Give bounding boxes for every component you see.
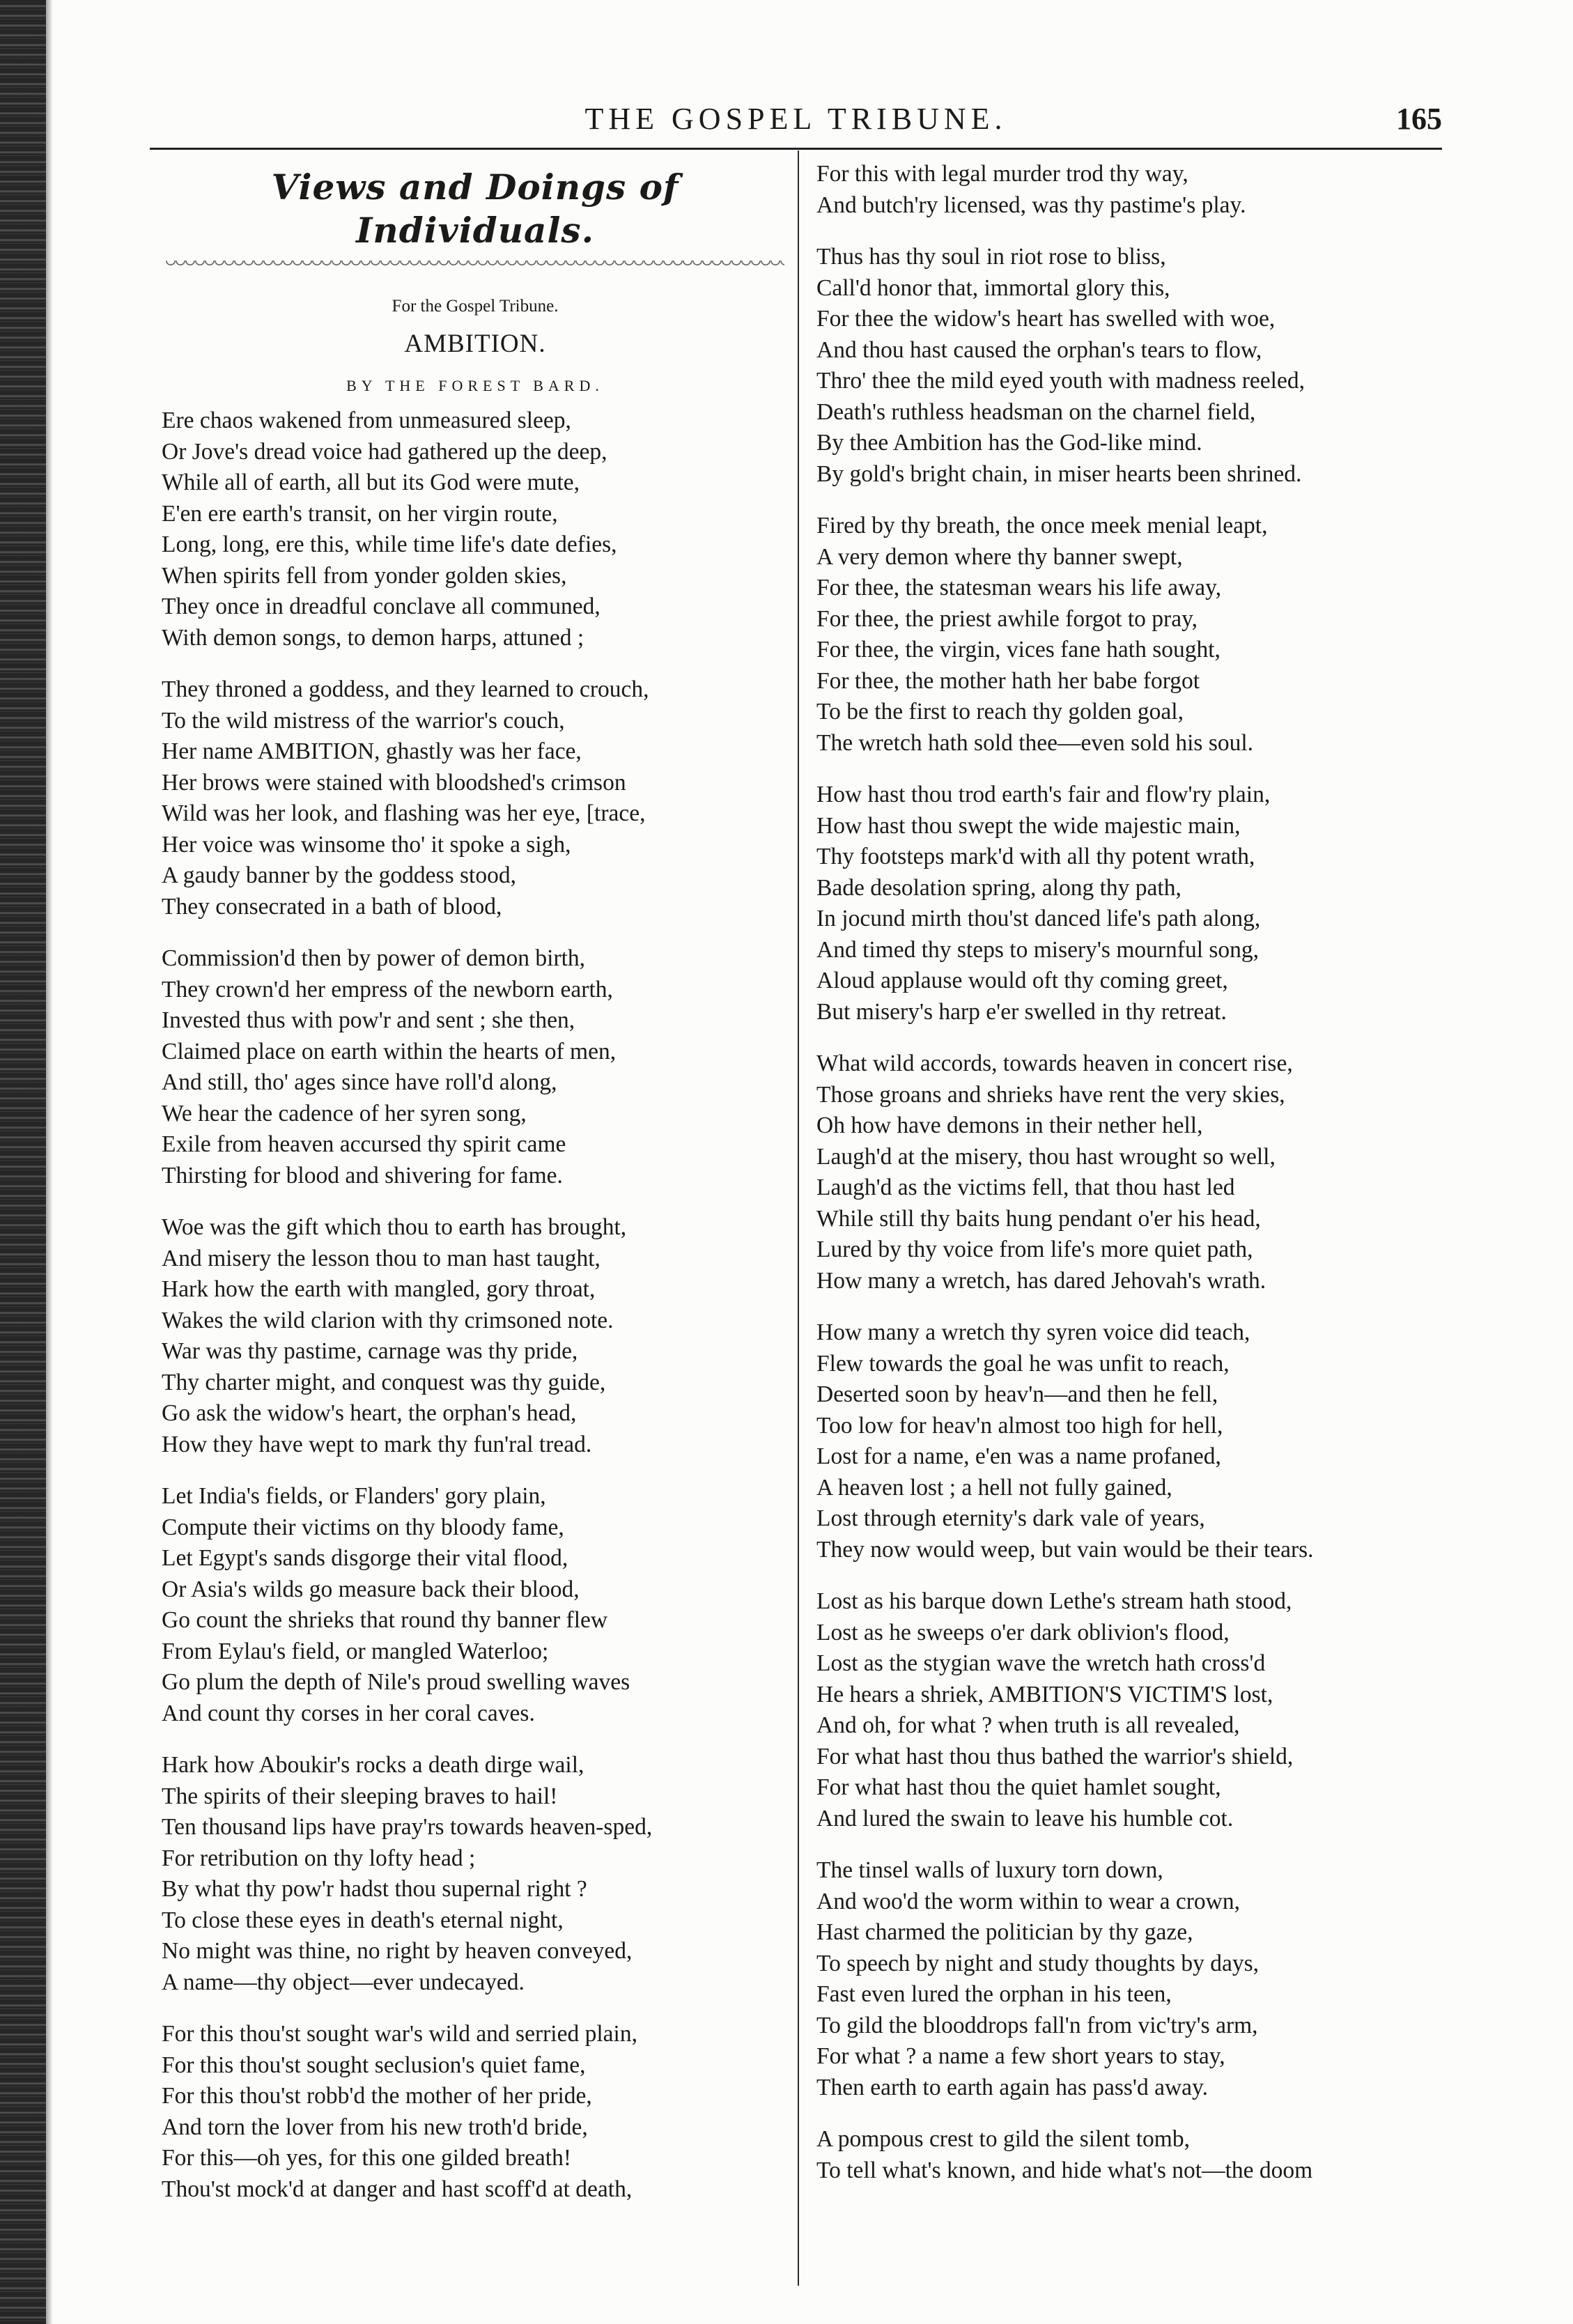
poem-line: Thou'st mock'd at danger and hast scoff'd at death,: [162, 2176, 633, 2202]
poem-line: Thy footsteps mark'd with all thy potent wrath,: [816, 844, 1255, 869]
poem-line: For this thou'st sought seclusion's quiet fame,: [162, 2052, 586, 2078]
poem-line: They crown'd her empress of the newborn earth,: [162, 976, 613, 1002]
poem-line: Too low for heav'n almost too high for hell,: [816, 1412, 1223, 1439]
poem-line: A gaudy banner by the goddess stood,: [162, 862, 516, 888]
poem-line: Fired by thy breath, the once meek menial leapt,: [816, 513, 1268, 539]
poem-line: And misery the lesson thou to man hast taught,: [162, 1245, 600, 1271]
poem-line: And lured the swain to leave his humble cot.: [816, 1805, 1234, 1831]
poem-line: When spirits fell from yonder golden skies,: [162, 562, 567, 589]
poem-source-note: For the Gospel Tribune.: [392, 297, 559, 316]
poem-line: For this with legal murder trod thy way,: [816, 161, 1188, 187]
right-poem-stanzas: [816, 159, 1438, 2186]
poem-line: War was thy pastime, carnage was thy pride,: [162, 1338, 578, 1364]
poem-line: Lost for a name, e'en was a name profaned,: [816, 1443, 1221, 1469]
poem-stanza: [816, 1586, 1438, 1834]
poem-line: Exile from heaven accursed thy spirit came: [162, 1131, 566, 1157]
poem-line: We hear the cadence of her syren song,: [162, 1100, 527, 1126]
poem-line: And still, tho' ages since have roll'd along,: [162, 1069, 557, 1095]
poem-line: Or Jove's dread voice had gathered up the deep,: [162, 438, 607, 465]
poem-line: They now would weep, but vain would be their tears.: [816, 1536, 1314, 1563]
poem-line: Thro' thee the mild eyed youth with madness reeled,: [816, 368, 1305, 394]
poem-stanza: [162, 2019, 789, 2205]
poem-line: For this thou'st sought war's wild and serried plain,: [162, 2021, 637, 2047]
poem-line: By gold's bright chain, in miser hearts been shrined.: [816, 460, 1302, 487]
poem-line: Let Egypt's sands disgorge their vital flood,: [162, 1545, 568, 1571]
poem-line: Wakes the wild clarion with thy crimsoned note.: [162, 1307, 614, 1333]
running-head: [150, 101, 1442, 143]
poem-line: Hark how Aboukir's rocks a death dirge wail,: [162, 1752, 584, 1778]
poem-line: For what hast thou the quiet hamlet sought,: [816, 1774, 1221, 1800]
poem-line: Wild was her look, and flashing was her eye, [trace,: [162, 800, 646, 826]
poem-line: No might was thine, no right by heaven conveyed,: [162, 1938, 633, 1964]
poem-line: And woo'd the worm within to wear a crown,: [816, 1888, 1240, 1914]
poem-line: With demon songs, to demon harps, attuned ;: [162, 624, 584, 651]
poem-line: And timed thy steps to misery's mournful song,: [816, 936, 1260, 963]
poem-line: But misery's harp e'er swelled in thy retreat.: [816, 998, 1227, 1025]
poem-line: To speech by night and study thoughts by days,: [816, 1950, 1260, 1976]
poem-line: For this thou'st robb'd the mother of her pride,: [162, 2083, 592, 2109]
poem-stanza: [816, 1048, 1438, 1296]
poem-line: A name—thy object—ever undecayed.: [162, 1969, 525, 1995]
poem-line: Laugh'd as the victims fell, that thou hast led: [816, 1175, 1235, 1200]
poem-line: Death's ruthless headsman on the charnel field,: [816, 398, 1256, 425]
poem-line: For thee, the priest awhile forgot to pray,: [816, 605, 1198, 632]
poem-line: Lost as he sweeps o'er dark oblivion's flood,: [816, 1619, 1230, 1645]
poem-line: How they have wept to mark thy fun'ral tread.: [162, 1431, 592, 1457]
poem-line: Thy charter might, and conquest was thy guide,: [162, 1369, 606, 1395]
poem-line: Flew towards the goal he was unfit to reach,: [816, 1350, 1230, 1377]
right-column: [816, 159, 1438, 2291]
poem-line: And torn the lover from his new troth'd bride,: [162, 2114, 588, 2140]
poem-line: To close these eyes in death's eternal night,: [162, 1907, 564, 1933]
poem-line: They consecrated in a bath of blood,: [162, 893, 502, 920]
left-poem-stanzas: [162, 405, 789, 2205]
poem-stanza: [162, 1481, 789, 1729]
poem-line: Lost through eternity's dark vale of years,: [816, 1505, 1205, 1531]
poem-line: Thus has thy soul in riot rose to bliss,: [816, 244, 1166, 270]
poem-stanza: [162, 674, 789, 922]
poem-stanza: [816, 1855, 1438, 2103]
poem-line: The spirits of their sleeping braves to hail!: [162, 1783, 558, 1809]
poem-line: For this—oh yes, for this one gilded breath!: [162, 2145, 572, 2171]
poem-line: Lured by thy voice from life's more quiet path,: [816, 1237, 1253, 1262]
left-column: [162, 159, 789, 2291]
poem-line: From Eylau's field, or mangled Waterloo;: [162, 1638, 549, 1664]
poem-line: Her brows were stained with bloodshed's crimson: [162, 769, 626, 796]
poem-title: AMBITION.: [404, 330, 546, 358]
poem-line: Her voice was winsome tho' it spoke a sigh,: [162, 831, 571, 858]
poem-line: To gild the blooddrops fall'n from vic'try's arm,: [816, 2012, 1258, 2038]
poem-line: Go ask the widow's heart, the orphan's head,: [162, 1400, 577, 1426]
poem-line: Hast charmed the politician by thy gaze,: [816, 1919, 1193, 1945]
poem-line: How hast thou trod earth's fair and flow'ry plain,: [816, 782, 1271, 807]
poem-line: Bade desolation spring, along thy path,: [816, 874, 1181, 901]
poem-line: In jocund mirth thou'st danced life's path along,: [816, 906, 1261, 931]
poem-line: Laugh'd at the misery, thou hast wrought so well,: [816, 1143, 1276, 1170]
poem-line: Her name AMBITION, ghastly was her face,: [162, 738, 582, 764]
poem-line: Those groans and shrieks have rent the very skies,: [816, 1081, 1285, 1108]
poem-stanza: [816, 511, 1438, 759]
poem-line: Woe was the gift which thou to earth has brought,: [162, 1214, 627, 1240]
poem-line: They once in dreadful conclave all communed,: [162, 594, 600, 619]
poem-line: The wretch hath sold thee—even sold his soul.: [816, 729, 1254, 756]
poem-byline: BY THE FOREST BARD.: [346, 377, 604, 394]
poem-stanza: [816, 242, 1438, 490]
poem-line: How many a wretch thy syren voice did teach,: [816, 1319, 1250, 1345]
poem-line: For thee, the virgin, vices fane hath sought,: [816, 637, 1221, 663]
poem-line: What wild accords, towards heaven in concert rise,: [816, 1051, 1293, 1076]
poem-line: Compute their victims on thy bloody fame,: [162, 1514, 564, 1540]
poem-line: Lost as the stygian wave the wretch hath cross'd: [816, 1650, 1266, 1676]
poem-stanza: [162, 943, 789, 1191]
poem-stanza: [816, 159, 1438, 221]
poem-line: And oh, for what ? when truth is all revealed,: [816, 1712, 1240, 1738]
poem-line: The tinsel walls of luxury torn down,: [816, 1857, 1163, 1883]
poem-line: For retribution on thy lofty head ;: [162, 1845, 476, 1871]
poem-line: Lost as his barque down Lethe's stream hath stood,: [816, 1588, 1292, 1614]
poem-line: By what thy pow'r hadst thou supernal right ?: [162, 1876, 587, 1902]
poem-line: Claimed place on earth within the hearts of men,: [162, 1038, 617, 1064]
poem-line: While still thy baits hung pendant o'er his head,: [816, 1205, 1261, 1232]
poem-line: Then earth to earth again has pass'd away.: [816, 2074, 1208, 2100]
poem-line: Invested thus with pow'r and sent ; she then,: [162, 1007, 575, 1033]
journal-title: THE GOSPEL TRIBUNE.: [584, 102, 1007, 136]
poem-line: He hears a shriek, AMBITION'S VICTIM'S lost,: [816, 1681, 1273, 1707]
poem-line: Ten thousand lips have pray'rs towards heaven-sped,: [162, 1814, 653, 1840]
page-number: 165: [1396, 102, 1442, 136]
poem-line: For thee, the statesman wears his life away,: [816, 575, 1222, 601]
poem-line: Deserted soon by heav'n—and then he fell,: [816, 1381, 1218, 1407]
poem-line: Oh how have demons in their nether hell,: [816, 1113, 1203, 1138]
poem-stanza: [816, 780, 1438, 1028]
poem-stanza: [816, 2124, 1438, 2186]
poem-stanza: [162, 1212, 789, 1460]
poem-line: A heaven lost ; a hell not fully gained,: [816, 1474, 1172, 1501]
poem-stanza: [162, 1750, 789, 1998]
poem-line: Ere chaos wakened from unmeasured sleep,: [162, 408, 571, 433]
poem-line: Commission'd then by power of demon birth,: [162, 945, 586, 971]
poem-line: And count thy corses in her coral caves.: [162, 1700, 535, 1726]
poem-stanza: [816, 1317, 1438, 1565]
poem-line: To the wild mistress of the warrior's couch,: [162, 707, 565, 734]
poem-line: A very demon where thy banner swept,: [816, 543, 1183, 570]
poem-line: Thirsting for blood and shivering for fame.: [162, 1162, 563, 1188]
poem-line: Aloud applause would oft thy coming greet,: [816, 968, 1228, 993]
poem-line: Or Asia's wilds go measure back their blood,: [162, 1576, 580, 1602]
poem-line: And thou hast caused the orphan's tears to flow,: [816, 336, 1262, 363]
poem-line: A pompous crest to gild the silent tomb,: [816, 2126, 1190, 2152]
poem-line: E'en ere earth's transit, on her virgin route,: [162, 500, 558, 527]
ornamental-rule: [166, 261, 784, 272]
poem-line: Fast even lured the orphan in his teen,: [816, 1981, 1172, 2007]
poem-line: To tell what's known, and hide what's not—the doom: [816, 2157, 1313, 2183]
poem-line: For thee the widow's heart has swelled with woe,: [816, 306, 1276, 332]
column-divider: [798, 150, 799, 2286]
poem-line: Call'd honor that, immortal glory this,: [816, 274, 1170, 301]
poem-line: Let India's fields, or Flanders' gory plain,: [162, 1483, 546, 1509]
poem-line: Long, long, ere this, while time life's date defies,: [162, 532, 617, 557]
poem-line: For thee, the mother hath her babe forgot: [816, 667, 1200, 694]
poem-line: While all of earth, all but its God were mute,: [162, 470, 580, 495]
poem-line: How hast thou swept the wide majestic main,: [816, 812, 1241, 839]
poem-line: By thee Ambition has the God-like mind.: [816, 430, 1202, 456]
poem-line: Go plum the depth of Nile's proud swelling waves: [162, 1669, 630, 1695]
book-binding-edge: [0, 0, 46, 2324]
header-rule: [150, 148, 1442, 150]
poem-line: For what ? a name a few short years to stay,: [816, 2043, 1225, 2069]
section-heading: Views and Doings of Individuals.: [271, 166, 679, 251]
poem-line: And butch'ry licensed, was thy pastime's play.: [816, 192, 1246, 218]
poem-line: They throned a goddess, and they learned to crouch,: [162, 676, 649, 702]
poem-line: To be the first to reach thy golden goal,: [816, 699, 1184, 725]
poem-line: Hark how the earth with mangled, gory throat,: [162, 1276, 596, 1302]
poem-line: How many a wretch, has dared Jehovah's wrath.: [816, 1267, 1266, 1294]
poem-stanza: [162, 405, 789, 653]
poem-line: For what hast thou thus bathed the warrior's shield,: [816, 1743, 1294, 1769]
poem-line: Go count the shrieks that round thy banner flew: [162, 1607, 608, 1633]
